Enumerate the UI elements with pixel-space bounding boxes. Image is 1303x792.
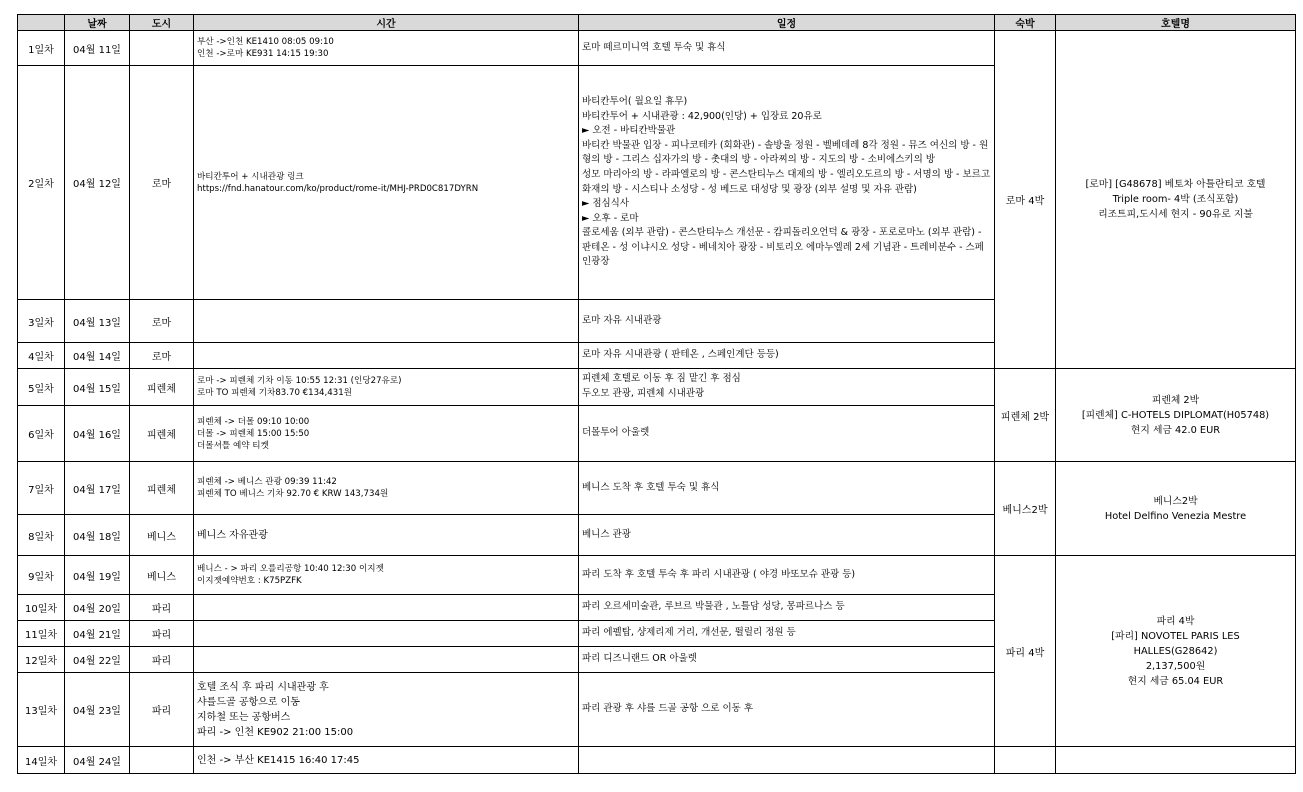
date-cell: 04월 21일 xyxy=(65,621,130,647)
date-cell: 04월 15일 xyxy=(65,369,130,406)
time-cell xyxy=(194,621,579,647)
stay-cell: 파리 4박 xyxy=(995,556,1056,747)
day-cell: 4일차 xyxy=(18,343,65,369)
header-day xyxy=(18,15,65,31)
itinerary-sheet xyxy=(17,14,1296,774)
stay-cell: 로마 4박 xyxy=(995,31,1056,369)
date-cell: 04월 22일 xyxy=(65,647,130,673)
day-cell: 3일차 xyxy=(18,300,65,343)
date-cell: 04월 19일 xyxy=(65,556,130,595)
date-cell: 04월 24일 xyxy=(65,747,130,774)
day-cell: 14일차 xyxy=(18,747,65,774)
time-cell: 인천 -> 부산 KE1415 16:40 17:45 xyxy=(194,747,579,774)
day-cell: 7일차 xyxy=(18,462,65,515)
hotel-cell: [로마] [G48678] 베토차 아틀란티코 호텔 Triple room- 4박 (조식포함) 리조트피,도시세 현지 - 90유로 지불 xyxy=(1056,31,1296,369)
date-cell: 04월 20일 xyxy=(65,595,130,621)
date-cell: 04월 14일 xyxy=(65,343,130,369)
city-cell: 파리 xyxy=(130,647,194,673)
time-cell xyxy=(194,343,579,369)
city-cell: 베니스 xyxy=(130,556,194,595)
day-cell: 10일차 xyxy=(18,595,65,621)
day-cell: 8일차 xyxy=(18,515,65,556)
date-cell: 04월 13일 xyxy=(65,300,130,343)
day-cell: 11일차 xyxy=(18,621,65,647)
table-row xyxy=(18,462,1296,515)
time-cell xyxy=(194,647,579,673)
day-cell: 5일차 xyxy=(18,369,65,406)
city-cell: 파리 xyxy=(130,621,194,647)
schedule-cell: 바티칸투어( 월요일 휴무) 바티칸투어 + 시내관광 : 42,900(인당) + 입장료 20유로 ► 오전 - 바티칸박물관 바티칸 박물관 입장 - 피나코테카 (회화관) - 솔방울 정원 - 벨베데레 8각 정원 - 뮤즈 여신의 방 - 원형의 방 - 그리스 십자가의 방 - 촛대의 방 - 아라찌의 방 - 지도의 방 - 소비에스키의 방 성모 마리아의 방 - 라파엘로의 방 - 콘스탄티누스 대제의 방 - 엘리오도르의 방 - 서명의 방 - 보르고 화재의 방 - 시스티나 소성당 - 성 베드로 대성당 및 광장 (외부 설명 및 자유 관람) ► 점심식사 ► 오후 - 로마 콜로세움 (외부 관람) - 콘스탄티누스 개선문 - 캄피돌리오언덕 & 광장 - 포로로마노 (외부 관람) - 판테온 - 성 이냐시오 성당 - 베네치아 광장 - 비토리오 에마누엘레 2세 기념관 - 트레비분수 - 스페인광장 xyxy=(579,66,995,300)
itinerary-table xyxy=(17,14,1296,774)
date-cell: 04월 11일 xyxy=(65,31,130,66)
time-cell xyxy=(194,300,579,343)
city-cell: 파리 xyxy=(130,673,194,747)
time-cell xyxy=(194,595,579,621)
schedule-cell: 더몰투어 아울렛 xyxy=(579,406,995,462)
header-time: 시간 xyxy=(194,15,579,31)
header-city: 도시 xyxy=(130,15,194,31)
hotel-cell: 베니스2박 Hotel Delfino Venezia Mestre xyxy=(1056,462,1296,556)
schedule-cell: 파리 도착 후 호텔 투숙 후 파리 시내관광 ( 야경 바또모슈 관광 등) xyxy=(579,556,995,595)
time-cell: 베니스 자유관광 xyxy=(194,515,579,556)
time-cell: 피렌체 -> 베니스 관광 09:39 11:42 피렌체 TO 베니스 기차 92.70 € KRW 143,734원 xyxy=(194,462,579,515)
date-cell: 04월 12일 xyxy=(65,66,130,300)
city-cell: 피렌체 xyxy=(130,406,194,462)
table-row xyxy=(18,369,1296,406)
date-cell: 04월 23일 xyxy=(65,673,130,747)
header-schedule: 일정 xyxy=(579,15,995,31)
schedule-cell: 베니스 도착 후 호텔 투숙 및 휴식 xyxy=(579,462,995,515)
city-cell: 로마 xyxy=(130,66,194,300)
header-hotel: 호텔명 xyxy=(1056,15,1296,31)
header-stay: 숙박 xyxy=(995,15,1056,31)
schedule-cell: 파리 관광 후 샤를 드골 공항 으로 이동 후 xyxy=(579,673,995,747)
stay-cell: 베니스2박 xyxy=(995,462,1056,556)
hotel-cell-empty xyxy=(1056,747,1296,774)
schedule-cell: 파리 에펠탑, 샹제리제 거리, 개선문, 뛸릴리 정원 등 xyxy=(579,621,995,647)
city-cell: 로마 xyxy=(130,343,194,369)
schedule-cell: 파리 오르세미술관, 루브르 박물관 , 노틀담 성당, 몽파르나스 등 xyxy=(579,595,995,621)
city-cell xyxy=(130,31,194,66)
time-cell: 바티칸투어 + 시내관광 링크 https://fnd.hanatour.com/ko/product/rome-it/MHJ-PRD0C817DYRN xyxy=(194,66,579,300)
city-cell: 로마 xyxy=(130,300,194,343)
hotel-cell: 파리 4박 [파리] NOVOTEL PARIS LES HALLES(G28642) 2,137,500원 현지 세금 65.04 EUR xyxy=(1056,556,1296,747)
city-cell: 피렌체 xyxy=(130,462,194,515)
header-row xyxy=(18,15,1296,31)
time-cell: 베니스 - > 파리 오를리공항 10:40 12:30 이지젯 이지젯예약번호 : K75PZFK xyxy=(194,556,579,595)
table-row xyxy=(18,556,1296,595)
header-date: 날짜 xyxy=(65,15,130,31)
schedule-cell: 로마 자유 시내관광 ( 판테온 , 스페인계단 등등) xyxy=(579,343,995,369)
schedule-cell: 피렌체 호텔로 이동 후 짐 맡긴 후 점심 두오모 관광, 피렌체 시내관광 xyxy=(579,369,995,406)
city-cell xyxy=(130,747,194,774)
day-cell: 9일차 xyxy=(18,556,65,595)
schedule-cell: 파리 디즈니랜드 OR 아울렛 xyxy=(579,647,995,673)
time-cell: 피렌체 -> 더몰 09:10 10:00 더몰 -> 피렌체 15:00 15:50 더몰셔틀 예약 티켓 xyxy=(194,406,579,462)
date-cell: 04월 18일 xyxy=(65,515,130,556)
stay-cell: 피렌체 2박 xyxy=(995,369,1056,462)
schedule-cell xyxy=(579,747,995,774)
day-cell: 6일차 xyxy=(18,406,65,462)
day-cell: 13일차 xyxy=(18,673,65,747)
city-cell: 파리 xyxy=(130,595,194,621)
schedule-cell: 베니스 관광 xyxy=(579,515,995,556)
table-row xyxy=(18,747,1296,774)
hotel-cell: 피렌체 2박 [피렌체] C-HOTELS DIPLOMAT(H05748) 현지 세금 42.0 EUR xyxy=(1056,369,1296,462)
schedule-cell: 로마 자유 시내관광 xyxy=(579,300,995,343)
stay-cell-empty xyxy=(995,747,1056,774)
schedule-cell: 로마 떼르미니역 호텔 투숙 및 휴식 xyxy=(579,31,995,66)
day-cell: 1일차 xyxy=(18,31,65,66)
time-cell: 로마 -> 피렌체 기차 이동 10:55 12:31 (인당27유로) 로마 TO 피렌체 기차83.70 €134,431원 xyxy=(194,369,579,406)
day-cell: 2일차 xyxy=(18,66,65,300)
city-cell: 베니스 xyxy=(130,515,194,556)
date-cell: 04월 17일 xyxy=(65,462,130,515)
time-cell: 부산 ->인천 KE1410 08:05 09:10 인천 ->로마 KE931 14:15 19:30 xyxy=(194,31,579,66)
city-cell: 피렌체 xyxy=(130,369,194,406)
time-cell: 호텔 조식 후 파리 시내관광 후 샤를드골 공항으로 이동 지하철 또는 공항버스 파리 -> 인천 KE902 21:00 15:00 xyxy=(194,673,579,747)
table-row xyxy=(18,31,1296,66)
day-cell: 12일차 xyxy=(18,647,65,673)
date-cell: 04월 16일 xyxy=(65,406,130,462)
